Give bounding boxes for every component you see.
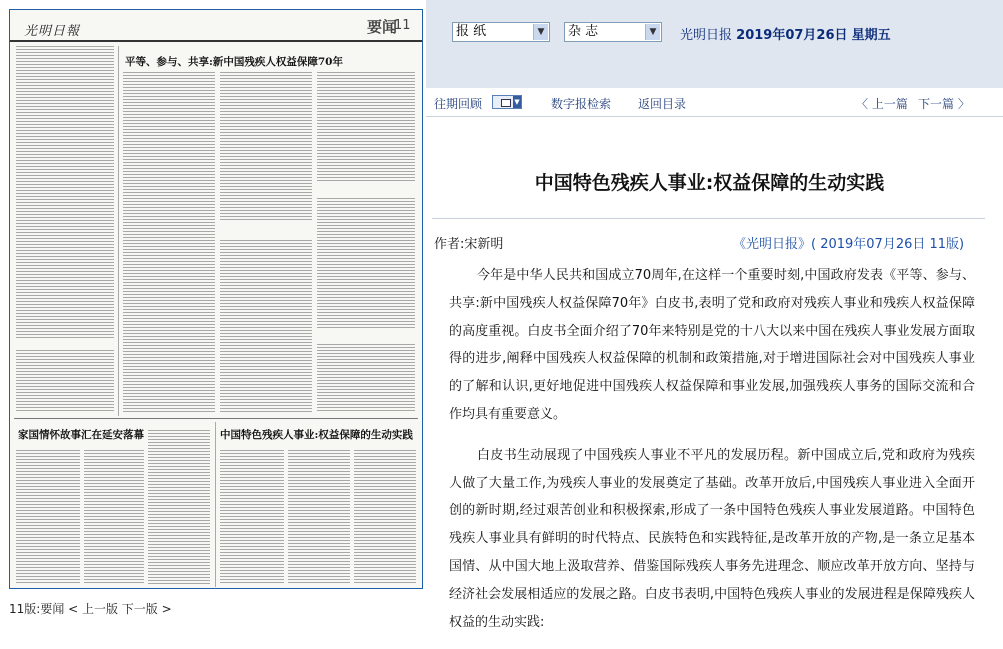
text-column[interactable]	[354, 450, 416, 585]
headline-bottom-right[interactable]: 中国特色残疾人事业:权益保障的生动实践	[220, 429, 413, 441]
text-column[interactable]	[16, 450, 80, 585]
newspaper-masthead	[10, 10, 422, 42]
calendar-icon[interactable]: ▼	[492, 95, 522, 109]
text-column[interactable]	[317, 344, 415, 412]
issue-weekday: 星期五	[851, 28, 891, 43]
text-column[interactable]	[84, 450, 144, 585]
text-column[interactable]	[16, 350, 114, 412]
text-column[interactable]	[148, 430, 210, 585]
article-paragraph: 白皮书生动展现了中国残疾人事业不平凡的发展历程。新中国成立后,党和政府为残疾人做了大量工作,为残疾人事业的发展奠定了基础。改革开放后,中国残疾人事业进入全面开创的新时期,经过艰苦创业和积极探索,形成了一条中国特色残疾人事业发展道路。中国特色残疾人事业具有鲜明的时代特点、民族特色和实践特征,是改革开放的产物,是一条立足基本国情、从中国大地上汲取营养、借鉴国际残疾人事务先进理念、顺应改革开放方向、坚持与经济社会发展相适应的发展之路。白皮书表明,中国特色残疾人事业的发展进程是保障残疾人权益的生动实践:	[449, 447, 975, 630]
text-column[interactable]	[123, 72, 215, 412]
text-column[interactable]	[220, 240, 312, 412]
section-divider	[14, 418, 418, 419]
past-issues-link[interactable]: 往期回顾	[434, 97, 483, 111]
issue-info	[680, 24, 891, 43]
newspaper-panel	[0, 0, 423, 616]
column-divider	[215, 422, 216, 587]
paper-name: 光明日报	[680, 28, 733, 43]
text-column[interactable]	[317, 198, 415, 328]
page-navigation[interactable]: 11版:要闻 < 上一版 下一版 >	[9, 602, 172, 616]
back-to-index-link[interactable]: 返回目录	[638, 97, 687, 111]
newspaper-logo: 光明日報	[24, 24, 81, 39]
title-divider	[432, 218, 985, 219]
text-column[interactable]	[317, 72, 415, 182]
article-source: 《光明日报》( 2019年07月26日 11版)	[733, 237, 965, 252]
digital-search-link[interactable]: 数字报检索	[551, 97, 612, 111]
headline-top[interactable]: 平等、参与、共享:新中国残疾人权益保障70年	[125, 56, 343, 68]
chevron-down-icon[interactable]: ▼	[645, 24, 660, 40]
article-paragraph: 今年是中华人民共和国成立70周年,在这样一个重要时刻,中国政府发表《平等、参与、共享:新中国残疾人权益保障70年》白皮书,表明了党和政府对残疾人事业和残疾人权益保障的高度重视。白皮书全面介绍了70年来特别是党的十八大以来中国在残疾人事业发展方面取得的进步,阐释中国残疾人权益保障的机制和政策措施,对于增进国际社会对中国残疾人事业的了解和认识,更好地促进中国残疾人权益保障和事业发展,加强残疾人事务的国际交流和合作均具有重要意义。	[449, 268, 975, 422]
newspaper-select[interactable]	[452, 22, 550, 42]
text-column[interactable]	[288, 450, 350, 585]
column-divider	[118, 46, 119, 416]
text-column[interactable]	[220, 72, 312, 222]
top-bar	[426, 0, 1003, 88]
newspaper-page-image[interactable]	[9, 9, 423, 589]
chevron-down-icon[interactable]: ▼	[533, 24, 548, 40]
newspaper-page-number: 11	[394, 18, 411, 33]
newspaper-section: 要闻	[367, 18, 398, 36]
headline-bottom-left[interactable]: 家国情怀故事汇在延安落幕	[18, 429, 144, 441]
magazine-select-value: 杂 志	[568, 24, 599, 39]
article-author: 作者:宋新明	[434, 237, 504, 252]
prev-article-link[interactable]: 〈 上一篇	[856, 97, 908, 111]
text-column[interactable]	[220, 450, 284, 585]
text-column[interactable]	[16, 46, 114, 338]
article-body	[449, 262, 975, 649]
newspaper-select-value: 报 纸	[456, 24, 487, 39]
issue-date: 2019年07月26日	[736, 28, 848, 43]
next-article-link[interactable]: 下一篇 〉	[918, 97, 970, 111]
magazine-select[interactable]	[564, 22, 662, 42]
article-title: 中国特色残疾人事业:权益保障的生动实践	[534, 172, 885, 194]
